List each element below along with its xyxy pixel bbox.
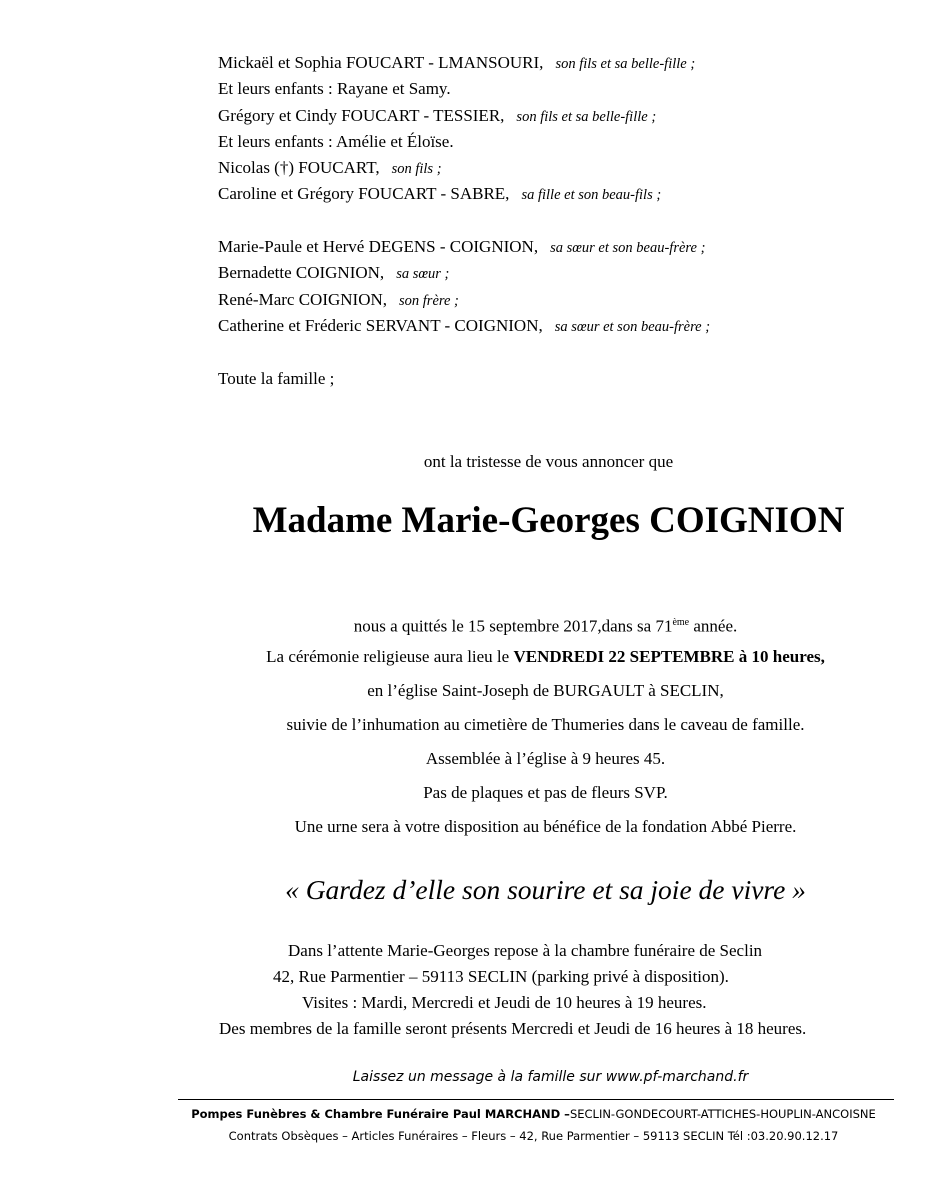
family-entry: [218, 50, 918, 76]
memorial-quote: « Gardez d’elle son sourire et sa joie de vivre »: [285, 874, 806, 905]
footer-company-name: Pompes Funèbres & Chambre Funéraire Paul MARCHAND –: [191, 1107, 570, 1121]
family-spacer: [218, 208, 918, 234]
urn-line: Une urne sera à votre disposition au bénéfice de la fondation Abbé Pierre.: [294, 817, 797, 836]
deceased-name: Madame Marie-Georges COIGNION: [252, 500, 845, 541]
family-name: Catherine et Fréderic SERVANT - COIGNION,: [218, 315, 543, 335]
burial-line: suivie de l’inhumation au cimetière de Thumeries dans le caveau de famille.: [286, 715, 805, 734]
church-line: en l’église Saint-Joseph de BURGAULT à SECLIN,: [367, 681, 724, 700]
family-spacer: [218, 339, 918, 365]
death-date-end: année.: [689, 616, 738, 636]
family-entry: [218, 129, 918, 155]
family-name: Mickaël et Sophia FOUCART - LMANSOURI,: [218, 53, 544, 72]
family-name: Et leurs enfants : Rayane et Samy.: [218, 79, 451, 99]
family-relation: sa fille et son beau-fils ;: [521, 187, 662, 204]
ceremony-date: VENDREDI 22 SEPTEMBRE à 10 heures,: [513, 647, 825, 666]
family-name: Nicolas (†) FOUCART,: [218, 158, 380, 178]
family-name: Grégory et Cindy FOUCART - TESSIER,: [218, 105, 505, 125]
assembly-line: Assemblée à l’église à 9 heures 45.: [425, 749, 666, 768]
ordinal-suffix: ème: [672, 617, 690, 628]
death-date-text: nous a quittés le 15 septembre 2017,dans sa 71: [353, 616, 673, 636]
family-relation: son fils ;: [391, 161, 442, 178]
family-name: Et leurs enfants : Amélie et Éloïse.: [218, 131, 454, 151]
announcement-intro: ont la tristesse de vous annoncer que: [423, 452, 674, 471]
footer-company: [0, 1106, 947, 1122]
death-date-line: [0, 610, 947, 644]
family-entry: [218, 287, 918, 313]
ceremony-text: La cérémonie religieuse aura lieu le: [266, 647, 514, 666]
family-entry: [218, 234, 918, 260]
family-relation: sa sœur et son beau-frère ;: [554, 318, 711, 335]
online-message-link[interactable]: Laissez un message à la famille sur www.pf-marchand.fr: [352, 1069, 749, 1085]
visitation-hours: Visites : Mardi, Mercredi et Jeudi de 10 heures à 19 heures.: [302, 993, 707, 1012]
footer-services: Contrats Obsèques – Articles Funéraires – Fleurs – 42, Rue Parmentier – 59113 SECLIN Tél :03.20.90.12.17: [228, 1129, 839, 1143]
ceremony-details: [0, 610, 947, 848]
family-relation: sa sœur ;: [396, 266, 450, 283]
family-relation: sa sœur et son beau-frère ;: [550, 240, 706, 257]
visitation-family-presence: Des membres de la famille seront présents Mercredi et Jeudi de 16 heures à 18 heures.: [219, 1019, 807, 1038]
family-entry: [218, 366, 918, 392]
visitation-line: Dans l’attente Marie-Georges repose à la chambre funéraire de Seclin: [288, 941, 763, 960]
family-relation: son fils et sa belle-fille ;: [516, 108, 657, 125]
family-relation: son fils et sa belle-fille ;: [555, 56, 696, 72]
family-name: Marie-Paule et Hervé DEGENS - COIGNION,: [218, 237, 539, 257]
flowers-line: Pas de plaques et pas de fleurs SVP.: [423, 783, 668, 802]
family-entry: [218, 313, 918, 339]
footer-company-towns: SECLIN-GONDECOURT-ATTICHES-HOUPLIN-ANCOISNE: [569, 1107, 876, 1121]
family-name: Bernadette COIGNION,: [218, 263, 385, 283]
footer-divider: [178, 1099, 894, 1100]
family-relation: son frère ;: [399, 292, 459, 309]
family-name: Toute la famille ;: [218, 368, 335, 388]
family-entry: [218, 181, 918, 207]
family-name: René-Marc COIGNION,: [218, 289, 388, 309]
family-list: [218, 50, 918, 392]
family-entry: [218, 76, 918, 102]
visitation-address: 42, Rue Parmentier – 59113 SECLIN (parking privé à disposition).: [273, 967, 729, 986]
family-entry: [218, 260, 918, 286]
ceremony-line: [0, 644, 947, 678]
family-entry: [218, 103, 918, 129]
family-name: Caroline et Grégory FOUCART - SABRE,: [218, 184, 510, 204]
family-entry: [218, 155, 918, 181]
